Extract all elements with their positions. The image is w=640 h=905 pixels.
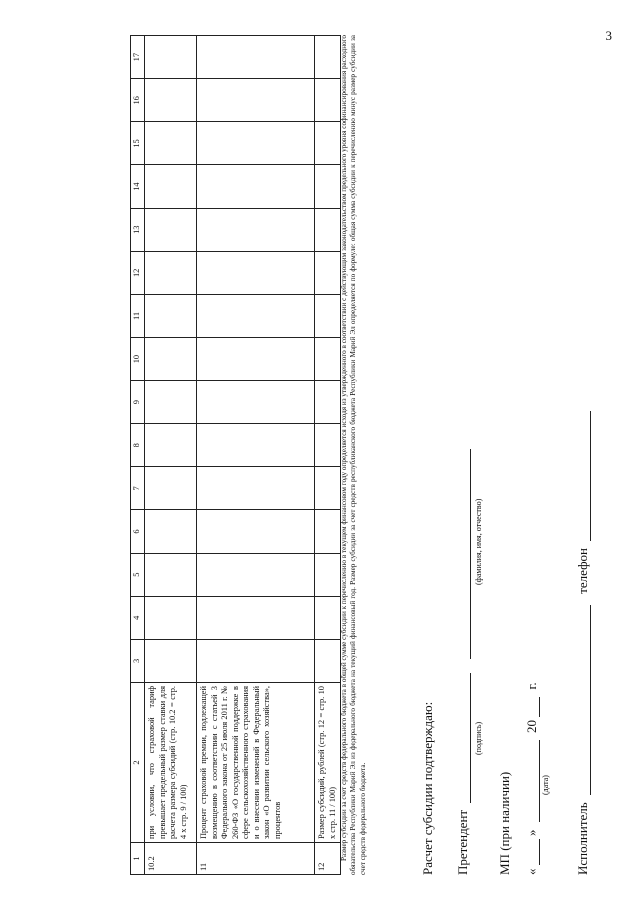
header-cell: 11 [131, 294, 145, 337]
subsidy-table [130, 35, 341, 875]
header-cell: 13 [131, 208, 145, 251]
phone-label: телефон [575, 548, 590, 594]
row-number: 11 [197, 843, 315, 875]
confirm-label: Расчет субсидии подтверждаю: [420, 701, 435, 875]
header-cell: 16 [131, 79, 145, 122]
header-cell: 10 [131, 338, 145, 381]
mp-label: МП (при наличии) [497, 771, 512, 875]
header-cell: 7 [131, 467, 145, 510]
row-text: Процент страховой премии, подлежащей возмещению в соответствии с статьей 3 Федерального закона от 25 июля 2011 г. № 260-ФЗ «О государственной поддержке в сфере сельскохозяйственного страхования и о внесении изменений в Федеральный закон «О развитии сельского хозяйства», процентов [197, 683, 315, 843]
header-cell: 8 [131, 424, 145, 467]
header-cell: 2 [131, 683, 145, 843]
table-row [145, 36, 197, 875]
row-number: 12 [315, 843, 341, 875]
name-caption: (фамилия, имя, отчество) [474, 498, 483, 585]
executor-line [576, 605, 591, 795]
header-cell: 5 [131, 553, 145, 596]
day-line [525, 839, 540, 865]
date-row [524, 682, 540, 875]
quote-open: « [524, 868, 539, 875]
header-cell: 6 [131, 510, 145, 553]
header-cell: 15 [131, 122, 145, 165]
header-cell: 12 [131, 251, 145, 294]
subsidy-note: Размер субсидии за счет средств федерального бюджета в общей сумме субсидии к перечислению в текущем финансовом году определяется исходя из утвержденного в соответствии с действующим законодательством предельного уровня софинансирования расходного обязательства Республики Марий Эл из федерального бюджета на текущий финансовый год. Размер субсидии за счет средств республиканского бюджета Республики Марий Эл определяется по формуле: общая сумма субсидии к перечислению минус размер субсидии за счет средств федерального бюджета. [340, 35, 367, 875]
rotated-sheet [10, 15, 630, 895]
date-caption: (дата) [541, 775, 550, 795]
row-text: при условии, что страховой тариф превышает предельный размер ставки для расчета размера субсидий (стр. 10.2 = стр. 4 х стр. 9 / 100) [145, 683, 197, 843]
executor-label: Исполнитель [575, 802, 590, 875]
applicant-label: Претендент [455, 809, 470, 875]
month-line [525, 740, 540, 822]
applicant-row [455, 449, 471, 875]
header-cell: 9 [131, 381, 145, 424]
phone-line [576, 411, 591, 541]
year-prefix: 20 [524, 720, 539, 733]
year-suffix: г. [524, 682, 539, 690]
header-cell: 14 [131, 165, 145, 208]
quote-close: » [524, 829, 539, 836]
signature-caption: (подпись) [474, 721, 483, 755]
row-number: 10.2 [145, 843, 197, 875]
header-cell: 1 [131, 843, 145, 875]
name-line [456, 449, 471, 659]
signature-line [456, 673, 471, 803]
page-number: 3 [605, 28, 612, 43]
row-text: Размер субсидий, рублей (стр. 12 = стр. 10 х стр. 11 / 100) [315, 683, 341, 843]
table-header-row [131, 36, 145, 875]
executor-row [575, 411, 591, 875]
header-cell: 3 [131, 639, 145, 682]
table-row [315, 36, 341, 875]
header-cell: 17 [131, 36, 145, 79]
header-cell: 4 [131, 596, 145, 639]
table-row [197, 36, 315, 875]
year-line [525, 697, 540, 717]
